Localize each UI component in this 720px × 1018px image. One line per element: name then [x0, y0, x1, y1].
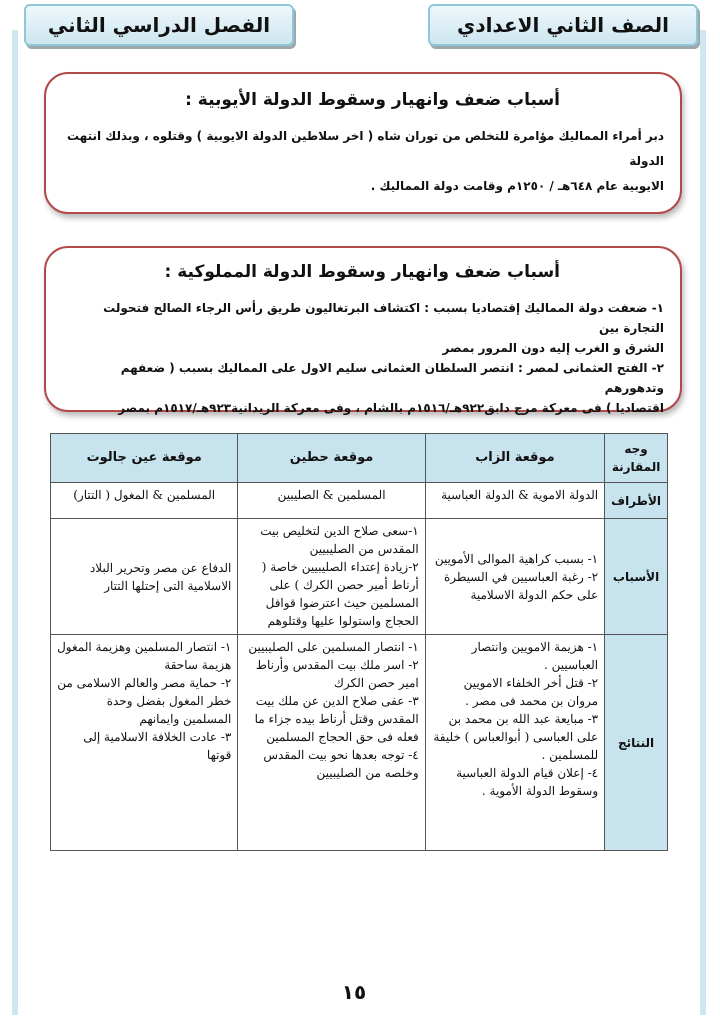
- mamluk-text-line: الشرق و الغرب إليه دون المرور بمصر: [442, 341, 664, 355]
- cell-zab-results: ١- هزيمة الامويين وانتصار العباسيين . ٢- قتل أخر الخلفاء الامويين مروان بن محمد فى مصر . ٣- مبايعة عبد الله بن محمد بن على العباسى ( أبوالعباس ) خليفة للمسلمين . ٤- إعلان قيام الدولة العباسية وسقوط الدولة الأموية .: [425, 635, 604, 851]
- ayyubid-text-line: دبر أمراء المماليك مؤامرة للتخلص من توران شاه ( اخر سلاطين الدولة الايوبية ) وقتلوه ، وبذلك انتهت الدولة: [66, 129, 664, 168]
- mamluk-fall-title: أسباب ضعف وانهيار وسقوط الدولة المملوكية :: [164, 262, 560, 282]
- row-label-results: النتائج: [605, 635, 668, 851]
- term-banner: [24, 4, 294, 46]
- mamluk-text-line: اقتصاديا ) فى معركة مرج دابق٩٢٢هـ/١٥١٦م بالشام ، وفى معركة الريدانية٩٢٣هـ/١٥١٧م بمصر: [118, 401, 664, 415]
- table-header-row: [51, 434, 668, 483]
- page-number: ١٥: [341, 980, 367, 1004]
- mamluk-text-line: ١- ضعفت دولة المماليك إقتصاديا بسبب : اكتشاف البرتغاليون طريق رأس الرجاء الصالح فتحولت التجارة بين: [103, 301, 664, 335]
- cell-hattin-parties: المسلمين & الصليبين: [238, 483, 425, 519]
- ayyubid-fall-title: أسباب ضعف وانهيار وسقوط الدولة الأيوبية :: [185, 90, 560, 110]
- mamluk-text-line: ٢- الفتح العثمانى لمصر : انتصر السلطان العثمانى سليم الاول على المماليك بسبب ( ضعفهم وتدهورهم: [120, 361, 664, 395]
- cell-ain-jalut-results: ١- انتصار المسلمين وهزيمة المغول هزيمة ساحقة ٢- حماية مصر والعالم الاسلامى من خطر المغول بفضل وحدة المسلمين وايمانهم ٣- عادت الخلافة الاسلامية إلى قوتها: [51, 635, 238, 851]
- page-border-right: [700, 30, 706, 1015]
- cell-zab-parties: الدولة الاموية & الدولة العباسية: [425, 483, 604, 519]
- grade-banner: [428, 4, 698, 46]
- cell-hattin-causes: ١-سعى صلاح الدين لتخليص بيت المقدس من الصليبيين ٢-زيادة إعتداء الصليبيين خاصة ( أرناط أمير حصن الكرك ) على المسلمين حيث اعترضوا قوافل الحجاج واستولوا عليها وقتلوهم: [238, 519, 425, 635]
- page-border-left: [12, 30, 18, 1015]
- battles-comparison-table: [50, 433, 668, 851]
- cell-ain-jalut-causes: الدفاع عن مصر وتحرير البلاد الاسلامية التى إحتلها التتار: [51, 519, 238, 635]
- table-row-results: [51, 635, 668, 851]
- term-label: الفصل الدراسي الثاني: [47, 13, 271, 37]
- row-label-causes: الأسباب: [605, 519, 668, 635]
- header-hattin-battle: موقعة حطين: [238, 434, 425, 483]
- cell-hattin-results: ١- انتصار المسلمين على الصليبيين ٢- اسر ملك بيت المقدس وأرناط امير حصن الكرك ٣- عفى صلاح الدين عن ملك بيت المقدس وقتل أرناط بيده جزاء ما فعله فى حق الحجاج المسلمين ٤- توجه بعدها نحو بيت المقدس وخلصه من الصليبيين: [238, 635, 425, 851]
- grade-label: الصف الثاني الاعدادي: [456, 13, 669, 37]
- header-comparison-aspect: وجه المقارنة: [605, 434, 668, 483]
- table-row-causes: [51, 519, 668, 635]
- mamluk-fall-box: [44, 246, 682, 415]
- row-label-parties: الأطراف: [605, 483, 668, 519]
- cell-ain-jalut-parties: المسلمين & المغول ( التتار): [51, 483, 238, 519]
- header-zab-battle: موقعة الزاب: [425, 434, 604, 483]
- ayyubid-text-line: الايوبية عام ٦٤٨هـ / ١٢٥٠م وقامت دولة المماليك .: [370, 179, 664, 193]
- ayyubid-fall-box: [44, 72, 682, 214]
- header-ain-jalut-battle: موقعة عين جالوت: [51, 434, 238, 483]
- table-row-parties: [51, 483, 668, 519]
- cell-zab-causes: ١- بسبب كراهية الموالى الأمويين ٢- رغبة العباسيين في السيطرة على حكم الدولة الاسلامية: [425, 519, 604, 635]
